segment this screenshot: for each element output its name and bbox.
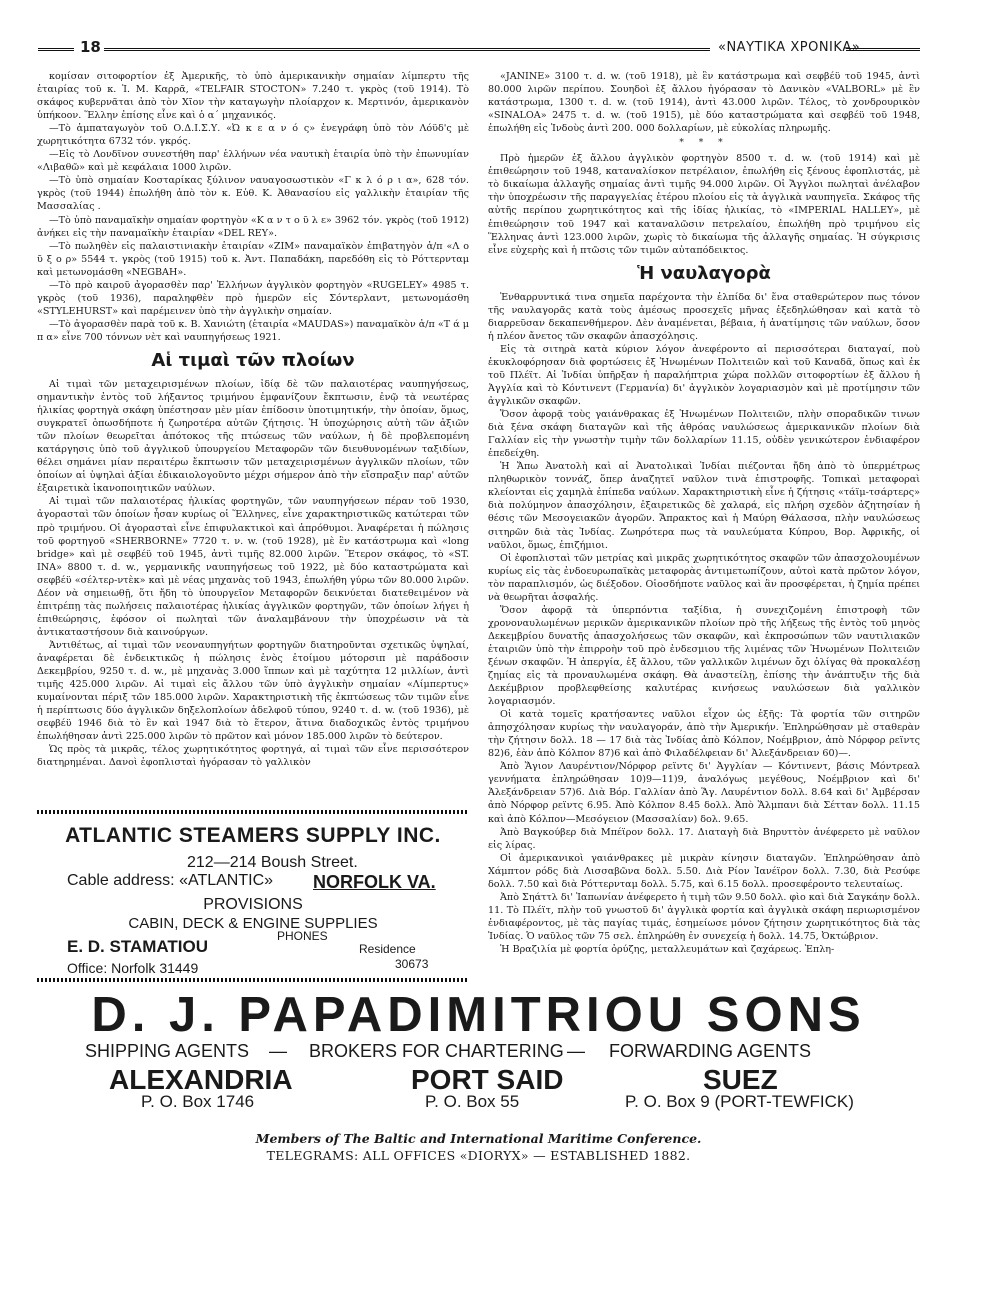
article-paragraph: Αἱ τιμαὶ τῶν παλαιοτέρας ἡλικίας φορτηγῶν, τῶν ναυπηγήσεων πέραν τοῦ 1930, ἀγορασταὶ τῶν ὁποίων ἦσαν κυρίως οἱ Ἕλληνες, εἶνε χαρακτηριστικῶς κατώτεραι τῶν πρὸ τριμήνου. Οἱ ἀγορασταὶ εἶνε ἐπιφυλακτικοὶ καὶ ἀπρόθυμοι. Ἀναφέρεται ἡ πώλησις τοῦ φορτηγοῦ «SHERBORNE» 7720 τ. ν. w. (τοῦ 1928), μὲ ἓν κατάστρωμα καὶ «long bridge» καὶ μὲ σεφβέϋ τοῦ 1945, ἀντὶ τιμῆς 82.000 λιρῶν. Ἕτερον σκάφος, τὸ «ST. INA» 8800 τ. d. w., γερμανικῆς ναυπηγήσεως τοῦ 1922, μὲ δύο καταστρώματα καὶ σεφβέϋ «σέλτερ-ντὲκ» καὶ μὲ νέας μηχανὰς τοῦ 1943, ἐπωλήθη γύρω τῶν 80.000 λιρῶν. Δέον νὰ σημειωθῇ, ὅτι ἤδη τὸ ὑπουργεῖον Μεταφορῶν δεικνύεται διατεθειμένον νὰ ἐπιτρέπῃ τὰς πωλήσεις παλαιοτέρας ἡλικίας ἀγγλικῶν φορτηγῶν, τῶν ὁποίων λήγει ἡ ἐπιθεώρησις, ἐφόσον οἱ πωληταὶ τῶν ἀναλαμβάνουν τὴν ὑποχρέωσιν νὰ τὰ ἀντικαταστήσουν διὰ καινούργων. <box>37 496 469 638</box>
header-rule-middle <box>104 48 710 51</box>
news-paragraph: —Τὸ ἀμπαταγωγὸν τοῦ Ο.Δ.Ι.Σ.Υ. «Ὠ κ ε α ν ό ς» ἐνεγράφη ὑπὸ τὸν Λόϋδ'ς μὲ χωρητικότητα 6732 τόν. γκρός. <box>37 123 469 148</box>
service-brokers: BROKERS FOR CHARTERING <box>309 1041 564 1061</box>
po-box-suez: P. O. Box 9 (PORT-TEWFICK) <box>625 1092 854 1111</box>
article-paragraph: «JANINE» 3100 τ. d. w. (τοῦ 1918), μὲ ἓν κατάστρωμα καὶ σεφβέϋ τοῦ 1945, ἀντὶ 80.000 λιρῶν περίπου. Σουηδοὶ ἐξ ἄλλου ἠγόρασαν τὸ Δανικὸν «VALBORL» μὲ ἓν κατάστρωμα, 1300 τ. d. w. (τοῦ 1914), ἀντὶ 43.000 λιρῶν. Τέλος, τὸ χονδρουρικὸν «SINALOA» 2475 τ. d. w. (τοῦ 1915), μὲ δύο καταστρώματα καὶ σεφβέϋ τοῦ 1948, ἐπωλήθη εἰς Ἰνδοὺς ἀντὶ 200. 000 δολλαρίων, μὲ εὐκολίας πληρωμῆς. <box>488 71 920 135</box>
advert-company-name: ATLANTIC STEAMERS SUPPLY INC. <box>65 824 441 847</box>
advert-border-bottom <box>37 978 469 982</box>
article-paragraph: Αἱ τιμαὶ τῶν μεταχειρισμένων πλοίων, ἰδίᾳ δὲ τῶν παλαιοτέρας ναυπηγήσεως, σημαντικὴν ἐντὸς τοῦ λήξαντος τριμήνου ἐμφανίζουν ἔκπτωσιν, ἐνῷ τὰ νεωτέρας ἡλικίας φορτηγὰ σκάφη ὑπέστησαν μὲν μίαν ἐπίδοσιν ὑποτιμητικήν, τὴν ὁποίαν, ὅμως, συγκρατεῖ ὁπωσδήποτε ἡ ζωηροτέρα αὐτῶν ζήτησις. Ἡ ὑποχώρησις αὐτὴ τῶν ἀξιῶν τῶν πλοίων θεωρεῖται ἀπότοκος τῆς πτώσεως τῶν ναύλων, ἡ δὲ προβλεπομένη κατάργησις ὑπὸ τοῦ ἀγγλικοῦ ὑπουργείου Μεταφορῶν τῶν διευθυνομένων ταξιδίων, θέλει σημάνει μίαν περαιτέρω ἔκπτωσιν τῶν μεταχειρισμένων ἀγγλικῶν πλοίων, τῶν ὁποίων αἱ ὑψηλαὶ ἀξίαι ἐδικαιολογοῦντο μέχρι σήμερον ἀπὸ τὴν εἴσπραξιν παρ' αὐτῶν ἐξαιρετικὰ ἱκανοποιητικῶν ναύλων. <box>37 378 469 495</box>
article-paragraph: Ἀντιθέτως, αἱ τιμαὶ τῶν νεοναυπηγήτων φορτηγῶν διατηροῦνται σχετικῶς ὑψηλαί, ἀναφέρεται δὲ ἐνδεικτικῶς ἡ πώλησις ἑνὸς ἑτοίμου μότορσιπ μὲ παράδοσιν Δεκεμβρίου, 9250 τ. d. w., μὲ μηχανὰς 3.000 ἵππων καὶ μὲ ταχύτητα 12 μιλλίων, ἀντὶ τιμῆς 425.000 λιρῶν. Αἱ τιμαὶ εἰς ἄλλου τῶν ὑπὸ ἀγγλικὴν σημαίαν «Λίμπερτυς» κυμαίνονται πέριξ τῶν 185.000 λιρῶν. Χαρακτηριστικὴ τῆς ἐκπτώσεως τῶν τιμῶν εἶνε ἡ περίπτωσις δύο ἀγγλικῶν δηξελοπλοίων ἀδελφοῦ τύπου, 9240 τ. d. w. (τοῦ 1936), μὲ σεφβέϋ 1946 διὰ τὸ ἓν καὶ 1947 διὰ τὸ ἕτερον, ἅτινα διαδοχικῶς ἐντὸς τριμήνου ἐπωλήθησαν ἀντὶ 225.000 λιρῶν τὸ πρῶτον καὶ μόνον 185.000 λιρῶν τὸ δεύτερον. <box>37 639 469 743</box>
advert-provisions: PROVISIONS <box>203 896 303 913</box>
article-paragraph: Ὅσον ἀφορᾷ τὰ ὑπερπόντια ταξίδια, ἡ συνεχιζομένη ἐπιστροφὴ τῶν χρονοναυλωμένων μερικῶν ἀμερικανικῶν πλοίων πρὸ τῆς λήξεως τῆς ἐντὸς τοῦ μηνὸς Δεκεμβρίου δυνατῆς ἀπασχολήσεως τῶν σκαφῶν, καὶ ἐκπροσώπων τῶν ναυτιλιακῶν ἐταιριῶν ὑπὸ τὴν ἐπιρροὴν τοῦ πρὸ ἐνδεσμιου τῆς λιμένας τῶν Ἡνωμένων Πολιτειῶν ξένων σκαφῶν. Ἡ ἀπεργία, ἐξ ἄλλου, τῶν γαλλικῶν λιμένων ὄχι ὀλίγας θὰ προκαλέσῃ ζημίας εἰς τὰ προναυλωμένα σκάφη. Θὰ ἀναστείλῃ, ἐπίσης τὴν ἀνάπτυξιν τῆς διὰ Δεκέμβριον προβλεφθείσης καλυτέρας κινήσεως ναυλώσεων διὰ γαλλικὸν λογαριασμόν. <box>488 604 920 708</box>
article-paragraph: Ἡ Βραζιλία μὲ φορτία ὀρύζης, μεταλλευμάτων καὶ ζαχάρεως. Ἐπλη- <box>500 944 835 955</box>
publication-title: «ΝΑΥΤΙΚΑ ΧΡΟΝΙΚΑ» <box>718 40 861 55</box>
advert-border-top <box>37 810 469 814</box>
papadimitriou-advert <box>37 985 920 1113</box>
freight-market-article <box>488 291 920 956</box>
city-suez: SUEZ <box>703 1064 778 1095</box>
left-column <box>37 70 469 769</box>
left-news-items <box>37 70 469 344</box>
article-paragraph: Οἱ ἀμερικανικοὶ γαιάνθρακες μὲ μικρὰν κίνησιν διαταγῶν. Ἐπληρώθησαν ἀπὸ Χάμπτον ρόδς διὰ Λισσαβῶνα δολλ. 5.50. Διὰ Ρίον Ἰανέϊρον δολλ. 7.30, διὰ Ρεσύφε δολλ. 7.50 καὶ διὰ Ρόττερνταμ δολλ. 5.75, καὶ 6.15 δολλ. προσεφέροντο τελευταίως. <box>488 852 920 890</box>
advert-firm-name: D. J. PAPADIMITRIOU SONS <box>91 988 866 1042</box>
section-heading-ship-prices: Αἱ τιμαὶ τῶν πλοίων <box>151 349 355 371</box>
atlantic-steamers-advert <box>37 810 469 982</box>
advert-cable-address: Cable address: «ATLANTIC» <box>67 872 274 889</box>
section-separator: * * * <box>679 138 729 149</box>
advert-address: 212—214 Boush Street. <box>187 854 358 871</box>
advert-residence-number: 30673 <box>395 957 429 971</box>
service-forwarding-agents: FORWARDING AGENTS <box>609 1041 812 1061</box>
city-alexandria: ALEXANDRIA <box>109 1064 293 1095</box>
news-paragraph: —Εἰς τὸ Λονδῖνον συνεστήθη παρ' ἑλλήνων νέα ναυτικὴ ἑταιρία ὑπὸ τὴν ἐπωνυμίαν «Λιβαθῶ» καὶ μὲ κεφάλαια 1000 λιρῶν. <box>37 149 469 174</box>
article-paragraph: Ὡς πρὸς τὰ μικρᾶς, τέλος χωρητικότητος φορτηγά, αἱ τιμαὶ τῶν εἶνε περισσότερον διατηρημέναι. Δανοὶ ἐφοπλισταὶ ἠγόρασαν τὸ γαλλικὸν <box>37 744 469 769</box>
article-paragraph: Οἱ κατὰ τομεῖς κρατήσαντες ναῦλοι εἶχον ὡς ἑξῆς: Τὰ φορτία τῶν σιτηρῶν ἀπησχόλησαν κυρίως τὴν ναυλαγοράν, ἀπὸ τὴν Ἀμερικήν. Ἐπληρώθησαν μὲ σταθερὰν τὴν ζήτησιν δολλ. 18 — 17 διὰ τὰς Ἰνδίας ἀπὸ Κόλπον, Νοέμβριον, ἀπὸ Νόρφορ ρεϊντς 82)6, ἐὰν ἀπὸ Κόλπον 87)6 καὶ ἀπὸ Φιλαδέλφειαν δι' Ἀλεξάνδρειαν 60)—. <box>488 709 920 760</box>
article-paragraph: Εἰς τὰ σιτηρὰ κατὰ κύριον λόγον ἀνεφέροντο αἱ περισσότεραι διαταγαί, ποὺ ἐκυκλοφόρησαν διὰ φορτώσεις ἐξ Ἡνωμένων Πολιτειῶν καὶ τοῦ Καναδᾶ, ὅπως καὶ ἐκ τοῦ Πλέϊτ. Αἱ Ἰνδίαι ὑπῆρξαν ἡ παραλήπτρια χώρα πολλῶν σιτοφορτίων ἐξ ἄλλου ἡ Ἀγγλία καὶ τὸ Κόντινεντ (Γερμανία) δι' ἀγγλικὸν λογαριασμὸν καὶ μὲ προτίμησιν τῶν ἀγγλικῶν σκαφῶν. <box>488 343 920 408</box>
news-paragraph: κομίσαν σιτοφορτίον ἐξ Ἀμερικῆς, τὸ ὑπὸ ἀμερικανικὴν σημαίαν λίμπερτυ τῆς ἑταιρίας τοῦ κ. Ἰ. Μ. Καρρᾶ, «TELFAIR STOCTON» 7.240 τ. γκρὸς (τοῦ 1914). Τὸ σκάφος κυβερνᾶται ἀπὸ τὸν Χῖον τὴν καταγωγὴν πλοίαρχον κ. Μερτινόν, ἀμερικανὸν ὑπήκοον. Ἕλλην ἐπίσης εἶνε καὶ ὁ α΄ μηχανικός. <box>37 71 469 122</box>
news-paragraph: —Τὸ πρὸ καιροῦ ἀγορασθὲν παρ' Ἑλλήνων ἀγγλικὸν φορτηγὸν «RUGELEY» 4985 τ. γκρὸς (τοῦ 1936), παραληφθὲν πρὸ ἡμερῶν εἰς Σόντερλαντ, μετωνομάσθη «STYLEHURST» καὶ παρέμεινεν ὑπὸ τὴν ἀγγλικὴν σημαίαν. <box>37 279 469 317</box>
article-paragraph: Ὅσον ἀφορᾷ τοὺς γαιάνθρακας ἐξ Ἡνωμένων Πολιτειῶν, πλὴν σποραδικῶν τινων διὰ ξένα σκάφη διαταγῶν καὶ τῆς ἀθρόας ναυλώσεως ἀμερικανικῶν πλοίων διὰ Γαλλίαν εἰς τὴν γνωστὴν τιμὴν τῶν δολλαρίων 11.15, οὐδὲν γενικώτερον ἐνδιαφέρον ἐπεδείχθη. <box>488 409 920 460</box>
advert-telegrams: TELEGRAMS: ALL OFFICES «DIORYX» — ESTABLISHED 1882. <box>266 1148 691 1163</box>
news-paragraph: —Τὸ ὑπὸ σημαίαν Κοσταρίκας ξύλινον ναυαγοσωστικὸν «Γ κ λ ό ρ ι α», 628 τόν. γκρὸς (τοῦ 1944) ἐπωλήθη ἀπὸ τὸν κ. Εὐθ. Κ. Ἀθανασίου εἰς γαλλικὴν ἑταιρίαν τῆς Μασσαλίας . <box>37 175 469 213</box>
right-mid-text <box>488 152 920 256</box>
advert-supplies: CABIN, DECK & ENGINE SUPPLIES <box>128 915 378 932</box>
article-paragraph: Ἡ Ἄπω Ἀνατολὴ καὶ αἱ Ἀνατολικαὶ Ἰνδίαι πιέζονται ἤδη ἀπὸ τὸ ὑπερμέτρως πληθωρικὸν τοννάζ, ὅπερ ἀναζητεῖ ναῦλον τινὰ ἐπιστροφῆς. Τοπικαὶ μεταφοραὶ κλείονται εἰς χαμηλὰ ἐπίπεδα ναύλων. Χαρακτηριστικὴ εἶνε ἡ ζήτησις «τάϊμ-τσάρτερς» διὰ πολύμηνον ἀπασχόλησιν, ἐξαιρετικῶς δὲ χαλαρά, εἰς πλήρη σχεδὸν ἀζητησίαν ἡ θέσις τῶν Μεσογειακῶν ἀγορῶν. Ἄπρακτος καὶ ἡ Μαύρη Θάλασσα, πλὴν ναυλώσεως σιτηρῶν διὰ τὰς Ἰνδίας. Ζωηρότερα πως τὰ ναυλεύματα Κύπρου, Βορ. Ἀφρικῆς, οἱ ναῦλοι, ὅμως, ἐπιζήμιοι. <box>488 461 920 551</box>
news-paragraph: —Τὸ ὑπὸ παναμαϊκὴν σημαίαν φορτηγὸν «Κ α ν τ ο ῦ λ ε» 3962 τόν. γκρὸς (τοῦ 1912) ἀνήκει εἰς τὴν παναμαϊκὴν ἑταιρίαν «DEL REY». <box>37 214 469 239</box>
service-dash-2: — <box>567 1041 585 1061</box>
service-dash-1: — <box>269 1041 287 1061</box>
header-rule-left <box>38 48 74 51</box>
po-box-alexandria: P. O. Box 1746 <box>141 1092 255 1111</box>
city-port-said: PORT SAID <box>411 1064 564 1095</box>
news-paragraph: —Τὸ πωληθὲν εἰς παλαιστινιακὴν ἑταιρίαν «ZIM» παναμαϊκὸν ἐπιβατηγὸν ἀ/π «Λ ο ῦ ξ ο ρ» 5544 τ. γκρὸς (τοῦ 1915) τοῦ κ. Ἀντ. Παπαδάκη, παρεδόθη εἰς τὸ Ρόττερνταμ καὶ μετωνομάσθη «NEGBAH». <box>37 240 469 278</box>
advert-owner: E. D. STAMATIOU <box>67 937 209 956</box>
article-paragraph: Ἀπὸ Ἅγιον Λαυρέντιον/Νόρφορ ρεϊντς δι' Ἀγγλίαν — Κόντινεντ, βάσις Μόντρεαλ γεννήματα ἐπληρώθησαν 10)9—11)9, ἀναλόγως μεγέθους, Νοέμβριον καὶ δι' Ἀλεξάνδρειαν 57)6. Διὰ Βόρ. Γαλλίαν ἀπὸ Ἅγ. Λαυρέντιον δολλ. 8.64 καὶ δι' Ἀμβέρσαν ἀπὸ Νόρφορ ρεϊντς 6.95. Ἀπὸ Κόλπον 8.45 δολλ. Ἀπὸ Ἅλμπανι διὰ Σέτταν δολλ. 11.15 καὶ ἀπὸ Κόλπον—Μεσόγειον (Μασσαλίαν) δολ. 9.65. <box>488 761 920 825</box>
header-rule-right <box>846 48 920 51</box>
article-paragraph: Οἱ ἐφοπλισταὶ τῶν μετρίας καὶ μικρᾶς χωρητικότητος σκαφῶν τῶν ἀπασχολουμένων κυρίως εἰς τὰς ἐνδοευρωπαϊκὰς μεταφορὰς ἀντιμετωπίζουν, αὐτοὶ κατὰ πρῶτον λόγον, τὸν παραπλισμόν, ὡς διέξοδον. Οἱοσδήποτε ναῦλος καὶ ἂν προσφέρεται, ἡ ζημία πρέπει νὰ θεωρῆται ἀσφαλής. <box>488 552 920 603</box>
po-box-port-said: P. O. Box 55 <box>425 1092 520 1111</box>
news-paragraph: —Τὸ ἀγορασθὲν παρὰ τοῦ κ. Β. Χανιώτη (ἑταιρία «MAUDAS») παναμαϊκὸν ἀ/π «Τ ά μ π α» εἶνε 700 τόννων νὲτ καὶ ναυπηγήσεως 1921. <box>37 318 469 343</box>
page-header <box>38 40 920 60</box>
advert-phones-label: PHONES <box>277 929 328 943</box>
article-paragraph: Ἀπὸ Σηάττλ δι' Ἰαπωνίαν ἀνέφερετο ἡ τιμὴ τῶν 9.50 δολλ. φὶο καὶ διὰ Σαγκάην δολλ. 11. Τὸ Πλέϊτ, πλὴν τοῦ γνωστοῦ δι' ἀγγλικὰ φορτία καὶ ἀγγλικὰ σκάφη περιωρισμένον ἐνδιαφέροντος, μὲ τὰς παγίας τιμάς, ἐσημείωσε μόνον ζήτησιν χωρητικότητος διὰ τὰς Ἰνδίας. Ὁ ναῦλος τῶν 75 σελ. ἐπληρώθη ἐν συνεχείᾳ ἡ δολλ. 14.75, Ὀκτώβριον. <box>488 891 920 942</box>
section-heading-freight-market: Ἡ ναυλαγορὰ <box>637 262 771 284</box>
article-paragraph: Πρὸ ἡμερῶν ἐξ ἄλλου ἀγγλικὸν φορτηγὸν 8500 τ. d. w. (τοῦ 1914) καὶ μὲ ἐπιθεώρησιν τοῦ 1948, καταναλίσκον πετρέλαιον, ἐπωλήθη εἰς ξένους ἐφοπλιστάς, μὲ τὸ δικαίωμα ἀλλαγῆς σημαίας ἀντὶ τιμῆς 94.000 λιρῶν. Οἱ Ἄγγλοι πωληταὶ ἀνέλαβον τὴν ὑποχρέωσιν τῆς παραγγελίας ἑτέρου πλοίου εἰς τὰ ἀγγλικὰ ναυπηγεῖα. Σκάφος τῆς αὐτῆς περίπου χωρητικότητος καὶ τῆς ἰδίας ἡλικίας, τὸ «IMPERIAL HALLEY», μὲ ἐπιθεώρησιν τοῦ 1947 καὶ καταναλῶσιν πετρελαίου, ἐπωλήθη πρὸ τριμήνου εἰς Ἕλληνας ἀντὶ 123.000 λιρῶν, χωρὶς τὸ δικαίωμα τῆς ἀλλαγῆς σημαίας. Ἡ σύγκρισις εἶνε εὐχερὴς καὶ ἡ πτῶσις τῶν τιμῶν αὐταπόδεικτος. <box>488 153 920 256</box>
right-continued-text <box>488 70 920 135</box>
ship-prices-article <box>37 378 469 769</box>
advert-membership: Members of The Baltic and International Maritime Conference. <box>255 1131 702 1146</box>
advert-office-phone: Office: Norfolk 31449 <box>67 960 199 976</box>
advert-city: NORFOLK VA. <box>313 872 436 892</box>
page-number: 18 <box>80 38 101 56</box>
service-shipping-agents: SHIPPING AGENTS <box>85 1041 250 1061</box>
advert-residence-label: Residence <box>359 942 416 956</box>
article-paragraph: Ἀπὸ Βαγκούβερ διὰ Μπέϊρον δολλ. 17. Διαταγὴ διὰ Βηρυττὸν ἀνέφερετο μὲ ναῦλον εἰς λίρας. <box>488 826 920 851</box>
right-column <box>488 70 920 956</box>
article-paragraph: Ἐνθαρρυντικά τινα σημεῖα παρέχοντα τὴν ἐλπίδα δι' ἕνα σταθερώτερον πως τόνον τῆς ναυλαγορᾶς κατὰ τοὺς ἀμέσως προσεχεῖς μῆνας ἐξεδηλώθησαν καὶ κατὰ τὸ διαρρεῦσαν δεκαπενθήμερον. Δὲν ἀναμένεται, βέβαια, ἡ ἀνατίμησις τῶν ναύλων, ὅσον ἡ πλέον ἄνετος τῶν σκαφῶν ἀπασχόλησις. <box>488 291 920 342</box>
